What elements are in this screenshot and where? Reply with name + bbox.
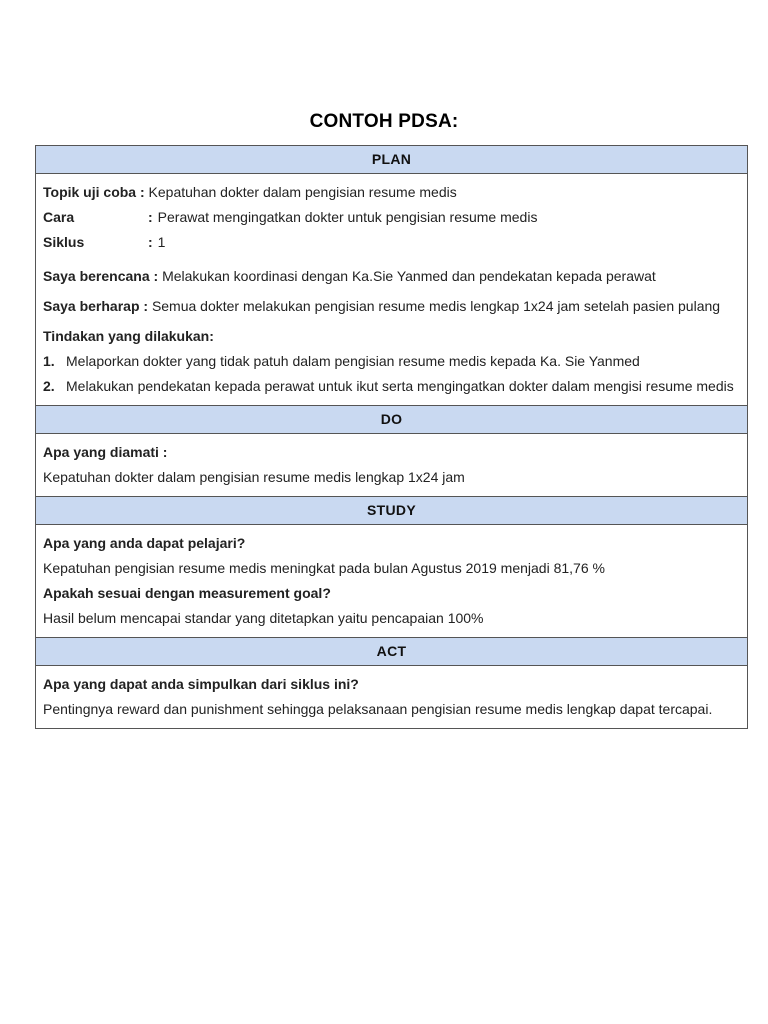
cara-colon: : (148, 209, 153, 225)
list-item-text: Melakukan pendekatan kepada perawat untuk ikut serta mengingatkan dokter dalam mengisi resume medis (66, 378, 734, 394)
act-body (36, 666, 747, 728)
siklus-label: Siklus (43, 234, 85, 250)
study-answer-1: Kepatuhan pengisian resume medis meningkat pada bulan Agustus 2019 menjadi 81,76 % (43, 560, 605, 576)
siklus-colon: : (148, 234, 153, 250)
siklus-value: 1 (157, 234, 166, 250)
tindakan-list (43, 349, 740, 399)
plan-body (36, 174, 747, 406)
siklus-row (43, 230, 740, 255)
berharap-paragraph (43, 294, 740, 319)
study-body (36, 525, 747, 638)
act-answer: Pentingnya reward dan punishment sehingga pelaksanaan pengisian resume medis lengkap dapat tercapai. (43, 701, 713, 717)
berharap-label: Saya berharap : (43, 298, 152, 314)
page-title: CONTOH PDSA: (309, 111, 459, 132)
do-question: Apa yang diamati : (43, 444, 168, 460)
study-question-1: Apa yang anda dapat pelajari? (43, 535, 246, 551)
study-question-2: Apakah sesuai dengan measurement goal? (43, 585, 331, 601)
topik-row (43, 180, 740, 205)
cara-label: Cara (43, 209, 75, 225)
berencana-paragraph (43, 264, 740, 289)
topik-label: Topik uji coba : (43, 184, 149, 200)
list-item (43, 349, 740, 374)
plan-header: PLAN (36, 146, 747, 174)
study-answer-2: Hasil belum mencapai standar yang ditetapkan yaitu pencapaian 100% (43, 610, 484, 626)
berencana-value: Melakukan koordinasi dengan Ka.Sie Yanmed dan pendekatan kepada perawat (162, 268, 656, 284)
do-body (36, 434, 747, 497)
do-answer: Kepatuhan dokter dalam pengisian resume medis lengkap 1x24 jam (43, 469, 465, 485)
list-item (43, 374, 740, 399)
list-item-text: Melaporkan dokter yang tidak patuh dalam pengisian resume medis kepada Ka. Sie Yanmed (66, 353, 640, 369)
list-marker: 1. (43, 353, 55, 369)
act-header: ACT (36, 638, 747, 666)
topik-value: Kepatuhan dokter dalam pengisian resume medis (148, 184, 457, 200)
berencana-label: Saya berencana : (43, 268, 163, 284)
cara-value: Perawat mengingatkan dokter untuk pengisian resume medis (157, 209, 538, 225)
act-question: Apa yang dapat anda simpulkan dari siklus ini? (43, 676, 359, 692)
list-marker: 2. (43, 378, 55, 394)
berharap-value: Semua dokter melakukan pengisian resume medis lengkap 1x24 jam setelah pasien pulang (151, 298, 721, 314)
study-header: STUDY (36, 497, 747, 525)
pdsa-table (35, 145, 748, 729)
do-header: DO (36, 406, 747, 434)
cara-row (43, 205, 740, 230)
tindakan-heading: Tindakan yang dilakukan: (43, 328, 214, 344)
